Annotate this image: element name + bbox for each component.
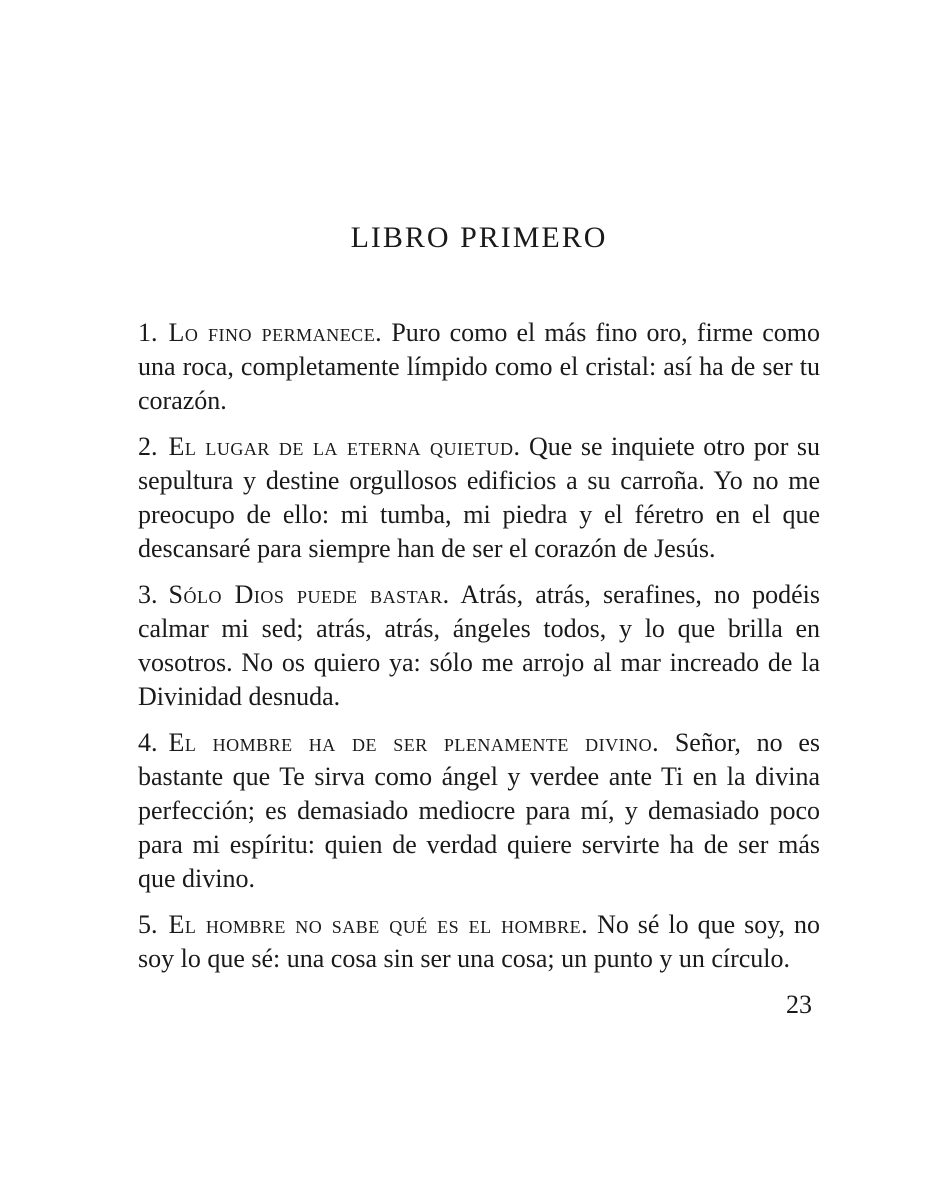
text-block: [138, 316, 820, 976]
paragraph-lead: Sólo Dios puede bastar.: [168, 580, 450, 609]
paragraph-text: Señor, no es bastante que Te sirva como ángel y verdee ante Ti en la divina perfección; es demasiado mediocre para mí, y demasiado poco para mi espíritu: quien de verdad quiere servirte ha de ser más que divino.: [138, 728, 820, 893]
paragraph: [138, 578, 820, 714]
paragraph-text: Atrás, atrás, serafines, no podéis calmar mi sed; atrás, atrás, ángeles todos, y lo que brilla en vosotros. No os quiero ya: sólo me arrojo al mar increado de la Divinidad desnuda.: [138, 580, 820, 711]
chapter-title: LIBRO PRIMERO: [350, 221, 608, 254]
paragraph-text: No sé lo que soy, no soy lo que sé: una cosa sin ser una cosa; un punto y un círculo.: [138, 910, 820, 973]
paragraph-number: 5.: [138, 910, 158, 939]
paragraph-lead: Lo fino permanece.: [168, 318, 383, 347]
paragraph: [138, 430, 820, 566]
paragraph: [138, 908, 820, 976]
paragraph-number: 1.: [138, 318, 158, 347]
paragraph-lead: El hombre ha de ser plenamente divino.: [168, 728, 660, 757]
paragraph: [138, 726, 820, 896]
book-page: [138, 0, 820, 1200]
page-number: 23: [786, 990, 812, 1019]
paragraph-text: Puro como el más fino oro, firme como una roca, completamente límpido como el cristal: así ha de ser tu corazón.: [138, 318, 820, 415]
paragraph-text: Que se inquiete otro por su sepultura y destine orgullosos edificios a su carroña. Yo no me preocupo de ello: mi tumba, mi piedra y el féretro en el que descansaré para siempre han de ser el corazón de Jesús.: [138, 432, 821, 563]
paragraph-number: 4.: [138, 728, 158, 757]
paragraph-lead: El lugar de la eterna quietud.: [168, 432, 521, 461]
paragraph-lead: El hombre no sabe qué es el hombre.: [168, 910, 589, 939]
paragraph: [138, 316, 820, 418]
paragraph-number: 2.: [138, 432, 158, 461]
paragraph-number: 3.: [138, 580, 158, 609]
